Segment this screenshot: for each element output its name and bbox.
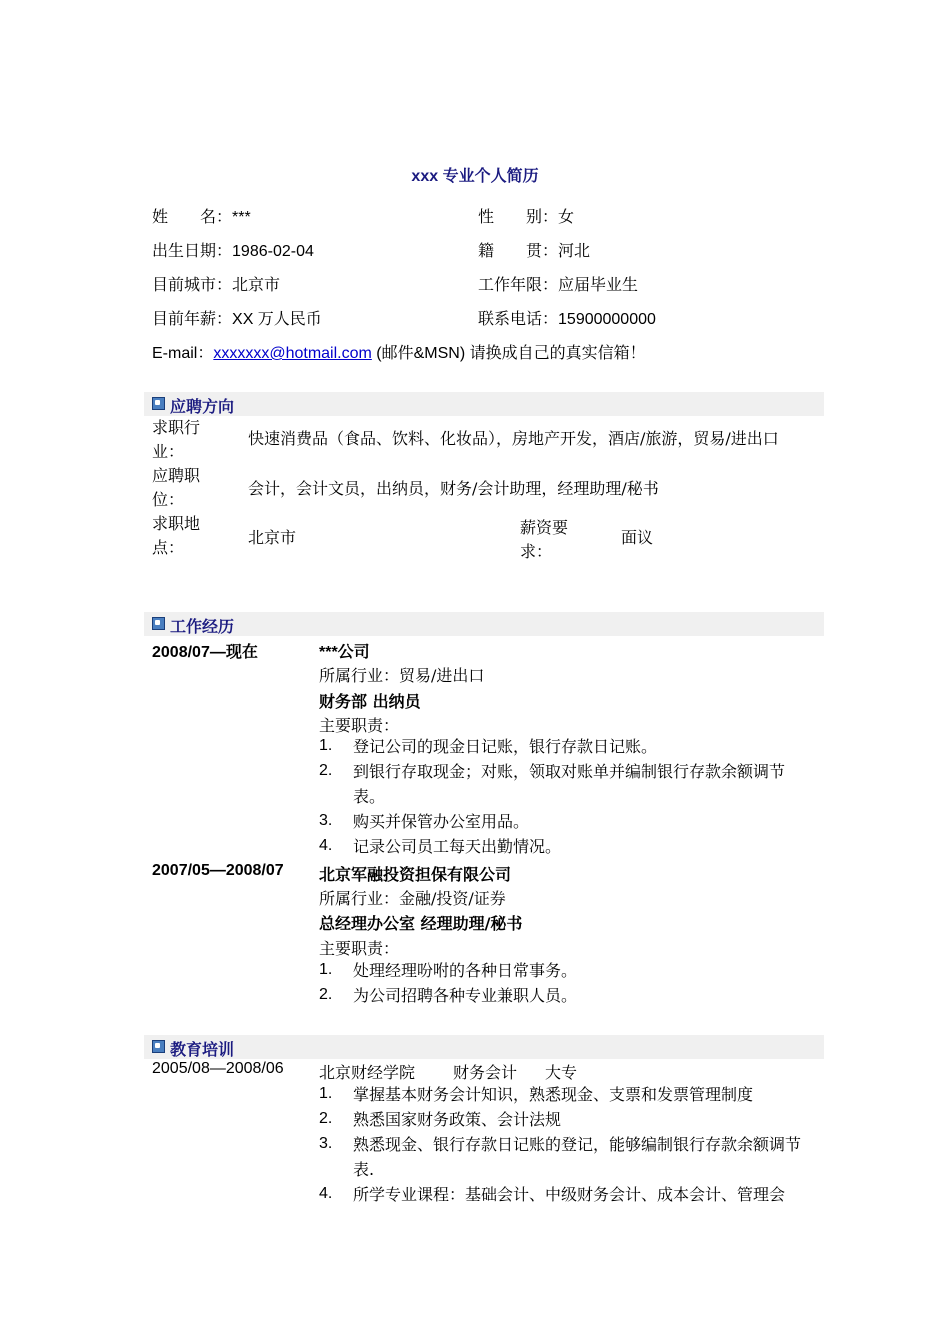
work-1-period: 2008/07—现在 <box>152 644 258 661</box>
education-item: 熟悉国家财务政策、会计法规 <box>353 1110 562 1129</box>
list-number: 2. <box>319 762 333 779</box>
position-label: 应聘职位： <box>152 466 201 509</box>
list-number: 4. <box>319 1185 333 1202</box>
list-number: 1. <box>319 1085 333 1102</box>
work-2-dept: 总经理办公室 经理助理/秘书 <box>319 914 523 933</box>
phone-value: 15900000000 <box>558 311 656 328</box>
position-value: 会计，会计文员，出纳员，财务/会计助理，经理助理/秘书 <box>248 479 659 498</box>
location-value: 北京市 <box>248 528 297 547</box>
list-number: 3. <box>319 812 333 829</box>
industry-label: 求职行业： <box>152 418 201 461</box>
education-item: 掌握基本财务会计知识，熟悉现金、支票和发票管理制度 <box>353 1085 754 1104</box>
location-label: 求职地点： <box>152 514 201 557</box>
education-major: 财务会计 <box>453 1063 518 1082</box>
basic-row-email <box>152 340 832 366</box>
work-1-dept: 财务部 出纳员 <box>319 692 421 711</box>
education-degree: 大专 <box>545 1063 578 1082</box>
section-education-title: 教育培训 <box>170 1040 235 1059</box>
expected-salary-value: 面议 <box>621 528 654 547</box>
list-number: 3. <box>319 1135 333 1152</box>
list-number: 2. <box>319 1110 333 1127</box>
birth-value: 1986-02-04 <box>232 243 314 260</box>
section-work-title: 工作经历 <box>170 617 235 636</box>
section-education-header <box>144 1035 824 1059</box>
basic-row-salary <box>152 306 832 332</box>
work-1-industry: 所属行业：贸易/进出口 <box>319 666 485 685</box>
page-title: xxx 专业个人简历 <box>411 168 539 185</box>
list-number: 2. <box>319 986 333 1003</box>
basic-row-city <box>152 272 832 298</box>
work-1-company: ***公司 <box>319 644 370 661</box>
basic-row-name <box>152 204 832 230</box>
work-1-duty: 到银行存取现金；对账，领取对账单并编制银行存款余额调节表。 <box>353 762 786 806</box>
list-number: 4. <box>319 837 333 854</box>
work-1-duty-label: 主要职责： <box>319 716 400 735</box>
work-2-duty: 为公司招聘各种专业兼职人员。 <box>353 986 578 1005</box>
section-objective-title: 应聘方向 <box>170 397 235 416</box>
section-icon <box>152 617 165 630</box>
work-2-industry: 所属行业：金融/投资/证券 <box>319 889 506 908</box>
years-value: 应届毕业生 <box>558 275 639 294</box>
education-period: 2005/08—2008/06 <box>152 1060 284 1077</box>
basic-row-birth <box>152 238 832 264</box>
list-number: 1. <box>319 737 333 754</box>
native-value: 河北 <box>558 241 591 260</box>
list-number: 1. <box>319 961 333 978</box>
birth-label: 出生日期： <box>152 241 233 260</box>
work-1-duty: 记录公司员工每天出勤情况。 <box>353 837 562 856</box>
education-item: 所学专业课程：基础会计、中级财务会计、成本会计、管理会 <box>353 1185 786 1204</box>
email-label: E-mail： <box>152 345 214 362</box>
name-value: *** <box>232 209 251 226</box>
city-value: 北京市 <box>232 275 281 294</box>
industry-value: 快速消费品（食品、饮料、化妆品），房地产开发，酒店/旅游，贸易/进出口 <box>248 429 779 448</box>
years-label: 工作年限： <box>478 275 559 294</box>
work-2-period: 2007/05—2008/07 <box>152 862 284 879</box>
gender-label: 性 别： <box>478 207 559 226</box>
work-1-duty: 登记公司的现金日记账，银行存款日记账。 <box>353 737 658 756</box>
email-link[interactable]: xxxxxxx@hotmail.com <box>213 345 372 362</box>
work-2-duty: 处理经理吩咐的各种日常事务。 <box>353 961 578 980</box>
education-school: 北京财经学院 <box>319 1063 416 1082</box>
phone-label: 联系电话： <box>478 309 559 328</box>
native-label: 籍 贯： <box>478 241 559 260</box>
section-objective-header <box>144 392 824 416</box>
work-2-company: 北京军融投资担保有限公司 <box>319 865 512 884</box>
expected-salary-label: 薪资要求： <box>520 518 569 561</box>
work-2-duty-label: 主要职责： <box>319 939 400 958</box>
section-icon <box>152 1040 165 1053</box>
city-label: 目前城市： <box>152 275 233 294</box>
salary-value: XX 万人民币 <box>232 311 322 328</box>
work-1-duty: 购买并保管办公室用品。 <box>353 812 530 831</box>
salary-label: 目前年薪： <box>152 309 233 328</box>
education-item: 熟悉现金、银行存款日记账的登记，能够编制银行存款余额调节表. <box>353 1135 802 1179</box>
section-work-header <box>144 612 824 636</box>
section-icon <box>152 397 165 410</box>
email-note: (邮件&MSN) 请换成自己的真实信箱！ <box>371 345 646 362</box>
gender-value: 女 <box>558 207 575 226</box>
name-label: 姓 名： <box>152 207 233 226</box>
